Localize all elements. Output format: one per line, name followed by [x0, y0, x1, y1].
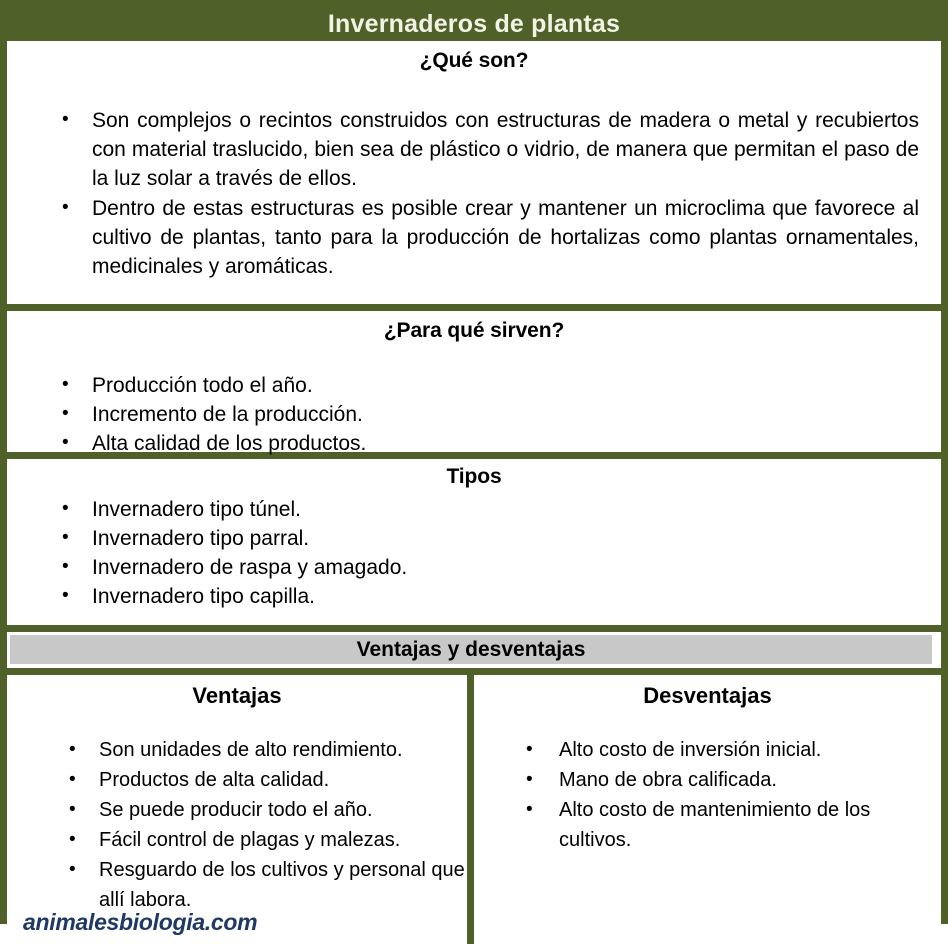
- bullet-list-desventajas: [474, 735, 941, 855]
- bullet-list-que-son: [7, 106, 941, 281]
- list-item: • Mano de obra calificada.: [474, 765, 941, 795]
- page-title: Invernaderos de plantas: [7, 7, 941, 41]
- list-item: • Invernadero tipo túnel.: [7, 495, 941, 524]
- list-item: • Son unidades de alto rendimiento.: [7, 735, 467, 765]
- site-watermark: animalesbiologia.com: [23, 909, 258, 935]
- bullet-list-ventajas: [7, 735, 467, 915]
- section-heading-para-que-sirven: ¿Para qué sirven?: [383, 319, 565, 342]
- section-que-son: [7, 41, 941, 311]
- list-item: • Alta calidad de los productos.: [7, 429, 941, 458]
- list-item: • Alto costo de inversión inicial.: [474, 735, 941, 765]
- list-item: • Se puede producir todo el año.: [7, 795, 467, 825]
- list-item: • Dentro de estas estructuras es posible crear y mantener un microclima que favorece al cultivo de plantas, tanto para la producción de hortalizas como plantas ornamentales, medicinales y aromáticas.: [7, 194, 941, 281]
- bullet-list-tipos: [7, 495, 941, 611]
- list-item: • Producción todo el año.: [7, 371, 941, 400]
- column-heading-desventajas: Desventajas: [643, 683, 772, 708]
- list-item: • Alto costo de mantenimiento de los cultivos.: [474, 795, 941, 855]
- section-heading-que-son: ¿Qué son?: [419, 49, 529, 72]
- list-item: • Productos de alta calidad.: [7, 765, 467, 795]
- list-item: • Son complejos o recintos construidos con estructuras de madera o metal y recubiertos con material traslucido, bien sea de plástico o vidrio, de manera que permitan el paso de la luz solar a través de ellos.: [7, 106, 941, 193]
- bullet-list-para-que-sirven: [7, 371, 941, 458]
- ventajas-desventajas-banner: Ventajas y desventajas: [10, 635, 932, 664]
- section-heading-tipos: Tipos: [446, 465, 502, 488]
- section-tipos: [7, 459, 941, 632]
- list-item: • Invernadero tipo parral.: [7, 524, 941, 553]
- column-heading-ventajas: Ventajas: [192, 683, 282, 708]
- list-item: • Incremento de la producción.: [7, 400, 941, 429]
- list-item: • Resguardo de los cultivos y personal que allí labora.: [7, 855, 467, 915]
- column-desventajas: [474, 675, 941, 944]
- section-para-que-sirven: [7, 311, 941, 459]
- list-item: • Invernadero tipo capilla.: [7, 582, 941, 611]
- two-column-comparison: [7, 668, 941, 944]
- section-ventajas-y-desventajas: [7, 635, 941, 944]
- column-ventajas: [7, 675, 474, 944]
- list-item: • Invernadero de raspa y amagado.: [7, 553, 941, 582]
- list-item: • Fácil control de plagas y malezas.: [7, 825, 467, 855]
